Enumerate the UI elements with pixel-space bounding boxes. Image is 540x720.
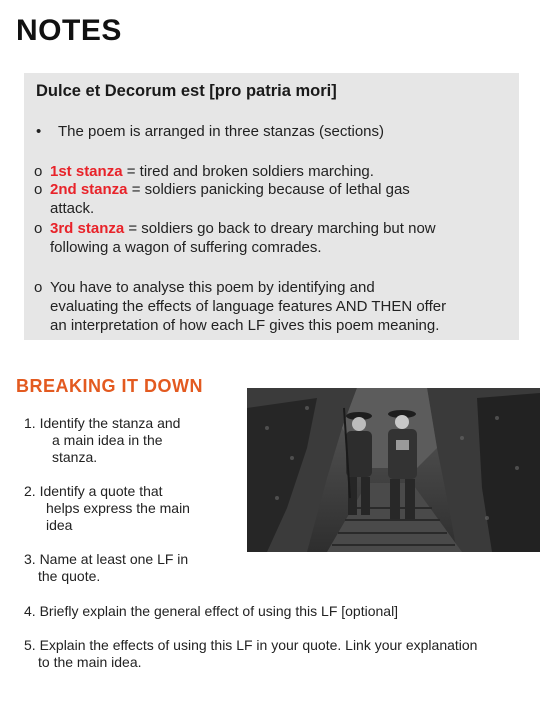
step-2-line-3: idea <box>46 517 73 533</box>
soldiers-in-trench-photo <box>247 388 540 552</box>
step-4: 4. Briefly explain the general effect of using this LF [optional] <box>24 603 399 619</box>
stanza-3-text-continued: following a wagon of suffering comrades. <box>50 239 322 256</box>
list-marker: o <box>34 220 43 237</box>
step-5-line-1: 5. Explain the effects of using this LF in your quote. Link your explanation <box>24 637 478 653</box>
stanza-1-item <box>50 162 374 181</box>
list-marker: o <box>34 163 43 180</box>
page-title: NOTES <box>16 14 122 47</box>
stanza-count-point: The poem is arranged in three stanzas (sections) <box>58 123 384 140</box>
list-marker: o <box>34 181 43 198</box>
step-3-line-2: the quote. <box>38 568 101 584</box>
breaking-it-down-heading: BREAKING IT DOWN <box>16 376 203 396</box>
poem-heading: Dulce et Decorum est [pro patria mori] <box>36 82 337 100</box>
stanza-2-text: = soldiers panicking because of lethal gas <box>131 181 410 198</box>
trench-photo-illustration <box>247 388 540 552</box>
stanza-2-label: 2nd stanza <box>50 181 128 198</box>
list-marker: o <box>34 279 43 296</box>
step-1-line-2: a main idea in the <box>52 432 163 448</box>
stanza-3-label: 3rd stanza <box>50 220 125 237</box>
step-5-line-2: to the main idea. <box>38 654 142 670</box>
stanza-2-item <box>50 180 410 199</box>
step-2-line-2: helps express the main <box>46 500 190 516</box>
analyse-line-3: an interpretation of how each LF gives this poem meaning. <box>50 317 440 334</box>
stanza-2-text-continued: attack. <box>50 200 95 217</box>
step-1-line-3: stanza. <box>52 449 98 465</box>
stanza-3-text: = soldiers go back to dreary marching but now <box>128 220 436 237</box>
step-1-line-1: 1. Identify the stanza and <box>24 415 181 431</box>
step-3-line-1: 3. Name at least one LF in <box>24 551 189 567</box>
stanza-1-label: 1st stanza <box>50 163 123 180</box>
analyse-line-2: evaluating the effects of language features AND THEN offer <box>50 298 447 315</box>
bullet-glyph: • <box>36 123 42 140</box>
analyse-line-1: You have to analyse this poem by identifying and <box>50 279 375 296</box>
step-2-line-1: 2. Identify a quote that <box>24 483 163 499</box>
stanza-1-text: = tired and broken soldiers marching. <box>126 163 374 180</box>
stanza-3-item <box>50 219 436 238</box>
